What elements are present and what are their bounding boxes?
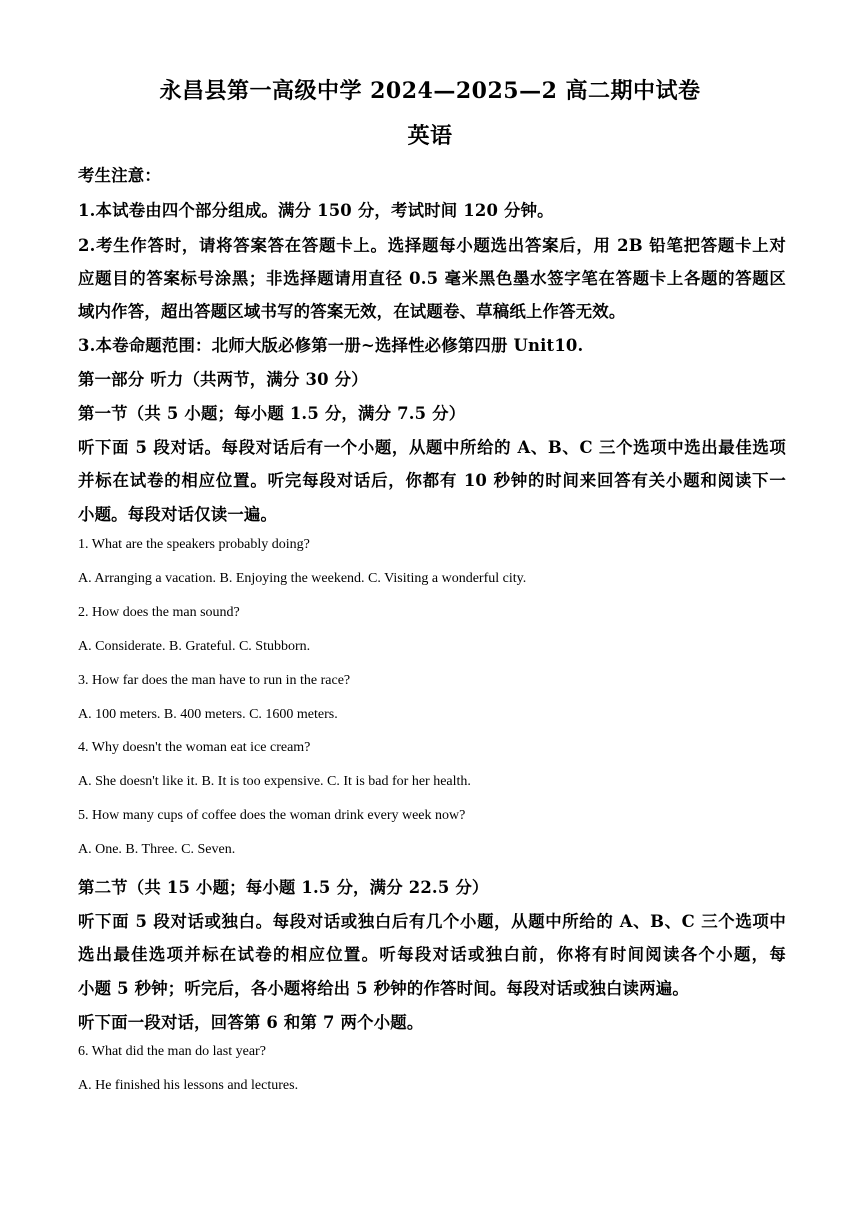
notice-heading: 考生注意： bbox=[78, 166, 161, 185]
section1-heading: 第一节（共 5 小题；每小题 1.5 分，满分 7.5 分） bbox=[78, 404, 466, 423]
question-1: 1. What are the speakers probably doing? bbox=[78, 537, 310, 552]
section2-sub-instruction: 听下面一段对话，回答第 6 和第 7 两个小题。 bbox=[78, 1013, 424, 1032]
question-4-options: A. She doesn't like it. B. It is too expensive. C. It is bad for her health. bbox=[78, 774, 471, 789]
question-2-options: A. Considerate. B. Grateful. C. Stubborn. bbox=[78, 639, 311, 654]
notice-item-3: 3.本卷命题范围：北师大版必修第一册~选择性必修第四册 Unit10. bbox=[78, 336, 584, 355]
question-4: 4. Why doesn't the woman eat ice cream? bbox=[78, 740, 311, 755]
question-3: 3. How far does the man have to run in the race? bbox=[78, 673, 351, 688]
section2-heading: 第二节（共 15 小题；每小题 1.5 分，满分 22.5 分） bbox=[78, 878, 489, 897]
subject-title: 英语 bbox=[407, 123, 453, 149]
part1-heading: 第一部分 听力（共两节，满分 30 分） bbox=[78, 370, 368, 389]
question-5: 5. How many cups of coffee does the woman drink every week now? bbox=[78, 808, 466, 823]
section2-instruction-line-3: 小题 5 秒钟；听完后，各小题将给出 5 秒钟的作答时间。每段对话或独白读两遍。 bbox=[78, 979, 689, 998]
section2-instruction-line-2: 选出最佳选项并标在试卷的相应位置。听每段对话或独白前，你将有时间阅读各个小题，每 bbox=[78, 945, 786, 964]
notice-item-2-line-1: 2.考生作答时，请将答案答在答题卡上。选择题每小题选出答案后，用 2B 铅笔把答题卡上对 bbox=[78, 236, 786, 255]
section1-instruction-line-2: 并标在试卷的相应位置。听完每段对话后，你都有 10 秒钟的时间来回答有关小题和阅读下一 bbox=[78, 471, 786, 490]
question-5-options: A. One. B. Three. C. Seven. bbox=[78, 842, 236, 857]
section1-instruction-line-3: 小题。每段对话仅读一遍。 bbox=[78, 505, 278, 524]
question-1-options: A. Arranging a vacation. B. Enjoying the weekend. C. Visiting a wonderful city. bbox=[78, 571, 527, 586]
question-2: 2. How does the man sound? bbox=[78, 605, 240, 620]
question-3-options: A. 100 meters. B. 400 meters. C. 1600 meters. bbox=[78, 707, 338, 722]
exam-title: 永昌县第一高级中学 2024—2025—2 高二期中试卷 bbox=[159, 78, 701, 104]
section1-instruction-line-1: 听下面 5 段对话。每段对话后有一个小题，从题中所给的 A、B、C 三个选项中选出最佳选项 bbox=[78, 438, 786, 457]
notice-item-2-line-2: 应题目的答案标号涂黑；非选择题请用直径 0.5 毫米黑色墨水签字笔在答题卡上各题的答题区 bbox=[78, 269, 786, 288]
section2-instruction-line-1: 听下面 5 段对话或独白。每段对话或独白后有几个小题，从题中所给的 A、B、C 三个选项中 bbox=[78, 912, 786, 931]
notice-item-2-line-3: 域内作答，超出答题区域书写的答案无效，在试题卷、草稿纸上作答无效。 bbox=[78, 302, 626, 321]
question-6: 6. What did the man do last year? bbox=[78, 1044, 266, 1059]
notice-item-1: 1.本试卷由四个部分组成。满分 150 分，考试时间 120 分钟。 bbox=[78, 201, 554, 220]
question-6-option-a: A. He finished his lessons and lectures. bbox=[78, 1078, 299, 1093]
